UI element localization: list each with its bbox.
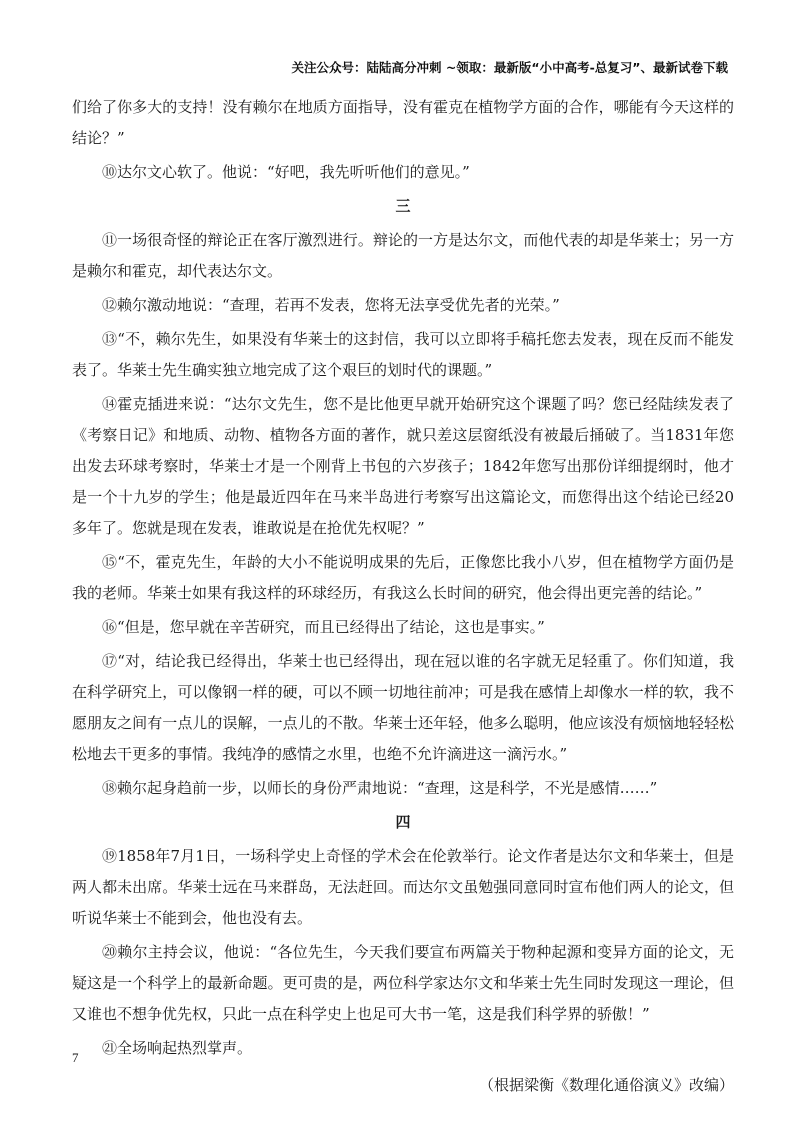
page-header: 关注公众号：陆陆高分冲刺 ~领取：最新版“小中高考-总复习”、最新试卷下载: [291, 60, 728, 75]
paragraph: ⑲1858年7月1日，一场科学史上奇怪的学术会在伦敦举行。论文作者是达尔文和华莱士，但是两人都未出席。华莱士远在马来群岛，无法赶回。而达尔文虽勉强同意同时宣布他们两人的论文，但听说华莱士不能到会，他也没有去。: [72, 847, 734, 927]
paragraph: ⑯“但是，您早就在辛苦研究，而且已经得出了结论，这也是事实。”: [102, 618, 545, 636]
page-number: 7: [72, 1050, 79, 1065]
paragraph: ⑳赖尔主持会议，他说：“各位先生，今天我们要宣布两篇关于物种起源和变异方面的论文，无疑这是一个科学上的最新命题。更可贵的是，两位科学家达尔文和华莱士先生同时发现这一理论，但又谁也不想争优先权，只此一点在科学史上也足可大书一笔，这是我们科学界的骄傲！”: [72, 943, 734, 1023]
paragraph: ⑱赖尔起身趋前一步，以师长的身份严肃地说：“查理，这是科学，不光是感情……”: [102, 779, 658, 797]
paragraph: ⑪一场很奇怪的辩论正在客厅激烈进行。辩论的一方是达尔文，而他代表的却是华莱士；另一方是赖尔和霍克，却代表达尔文。: [72, 231, 734, 280]
paragraph: ⑭霍克插进来说：“达尔文先生，您不是比他更早就开始研究这个课题了吗？您已经陆续发表了《考察日记》和地质、动物、植物各方面的著作，就只差这层窗纸没有被最后捅破了。当1831年您出发去环球考察时，华莱士才是一个刚背上书包的六岁孩子；1842年您写出那份详细提纲时，他才是一个十九岁的学生；他是最近四年在马来半岛进行考察写出这篇论文，而您得出这个结论已经20多年了。您就是现在发表，谁敢说是在抢优先权呢？”: [72, 395, 734, 537]
paragraph: ⑮“不，霍克先生，年龄的大小不能说明成果的先后，正像您比我小八岁，但在植物学方面仍是我的老师。华莱士如果有我这样的环球经历，有我这么长时间的研究，他会得出更完善的结论。”: [72, 553, 734, 602]
paragraph: 们给了你多大的支持！没有赖尔在地质方面指导，没有霍克在植物学方面的合作，哪能有今天这样的结论？”: [72, 98, 734, 147]
paragraph: ⑫赖尔激动地说：“查理，若再不发表，您将无法享受优先者的光荣。”: [102, 296, 560, 314]
section-heading: 四: [395, 813, 411, 831]
paragraph: ⑬“不，赖尔先生，如果没有华莱士的这封信，我可以立即将手稿托您去发表，现在反而不能发表了。华莱士先生确实独立地完成了这个艰巨的划时代的课题。”: [72, 330, 734, 379]
article-body: [72, 92, 734, 1101]
paragraph: ⑩达尔文心软了。他说：“好吧，我先听听他们的意见。”: [102, 163, 470, 181]
source-citation: （根据梁衡《数理化通俗演义》改编）: [478, 1076, 734, 1094]
section-heading: 三: [395, 197, 411, 215]
paragraph: ⑰“对，结论我已经得出，华莱士也已经得出，现在冠以谁的名字就无足轻重了。你们知道，我在科学研究上，可以像钢一样的硬，可以不顾一切地往前冲；可是我在感情上却像水一样的软，我不愿朋友之间有一点儿的误解，一点儿的不散。华莱士还年轻，他多么聪明，他应该没有烦恼地轻轻松松地去干更多的事情。我纯净的感情之水里，也绝不允许滴进这一滴污水。”: [72, 652, 734, 763]
paragraph: ㉑全场响起热烈掌声。: [102, 1039, 253, 1057]
